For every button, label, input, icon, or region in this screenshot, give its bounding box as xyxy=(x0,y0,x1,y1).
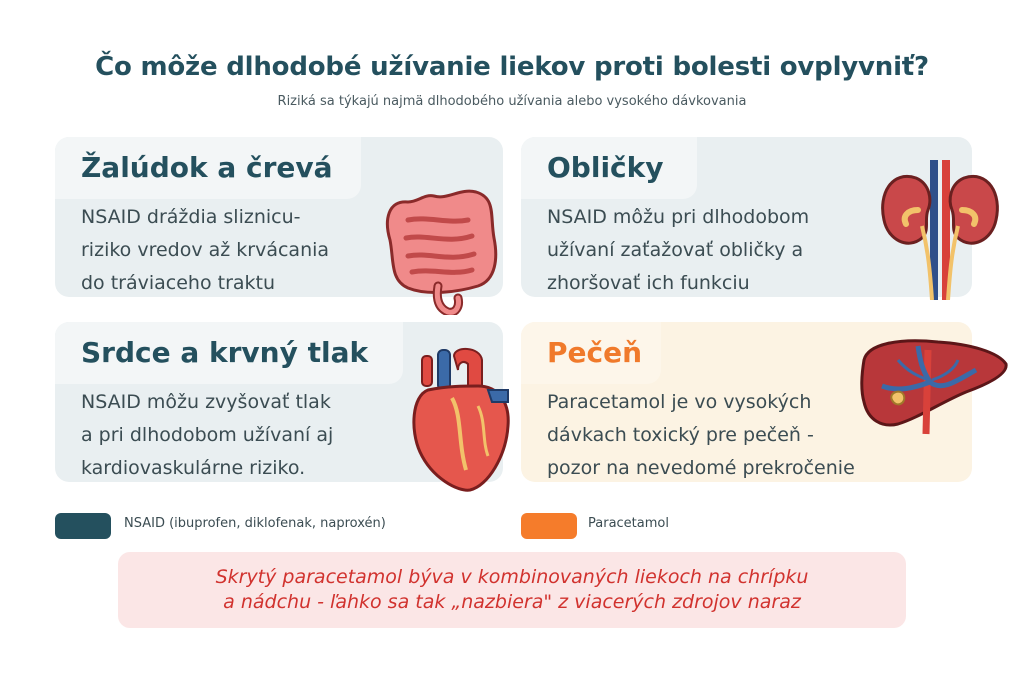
card-title: Srdce a krvný tlak xyxy=(81,336,369,369)
legend-swatch-paracetamol xyxy=(521,513,577,539)
page-title: Čo môže dlhodobé užívanie liekov proti bolesti ovplyvniť? xyxy=(95,52,929,82)
kidneys-icon xyxy=(878,160,1002,300)
heart-icon xyxy=(408,346,512,494)
intestines-icon xyxy=(378,180,506,315)
card-title: Obličky xyxy=(547,151,664,184)
legend-label-nsaid: NSAID (ibuprofen, diklofenak, naproxén) xyxy=(124,516,386,531)
card-title: Žalúdok a črevá xyxy=(81,151,333,184)
note-line-2: a nádchu - ľahko sa tak „nazbiera" z viacerých zdrojov naraz xyxy=(223,591,801,613)
card-text: NSAID dráždia sliznicu- riziko vredov až krvácania do tráviaceho traktu xyxy=(81,206,330,294)
note-line-1: Skrytý paracetamol býva v kombinovaných liekoch na chrípku xyxy=(215,566,809,588)
warning-note xyxy=(118,552,906,628)
card-text: NSAID môžu zvyšovať tlak a pri dlhodobom užívaní aj kardiovaskulárne riziko. xyxy=(81,391,334,479)
card-title: Pečeň xyxy=(547,336,643,369)
page-subtitle: Riziká sa týkajú najmä dlhodobého užívania alebo vysokého dávkovania xyxy=(277,94,747,109)
liver-icon xyxy=(858,330,1010,438)
legend-label-paracetamol: Paracetamol xyxy=(588,516,669,531)
card-text: Paracetamol je vo vysokých dávkach toxický pre pečeň - pozor na nevedomé prekročenie xyxy=(547,391,855,479)
card-text: NSAID môžu pri dlhodobom užívaní zaťažovať obličky a zhoršovať ich funkciu xyxy=(547,206,810,294)
legend-swatch-nsaid xyxy=(55,513,111,539)
